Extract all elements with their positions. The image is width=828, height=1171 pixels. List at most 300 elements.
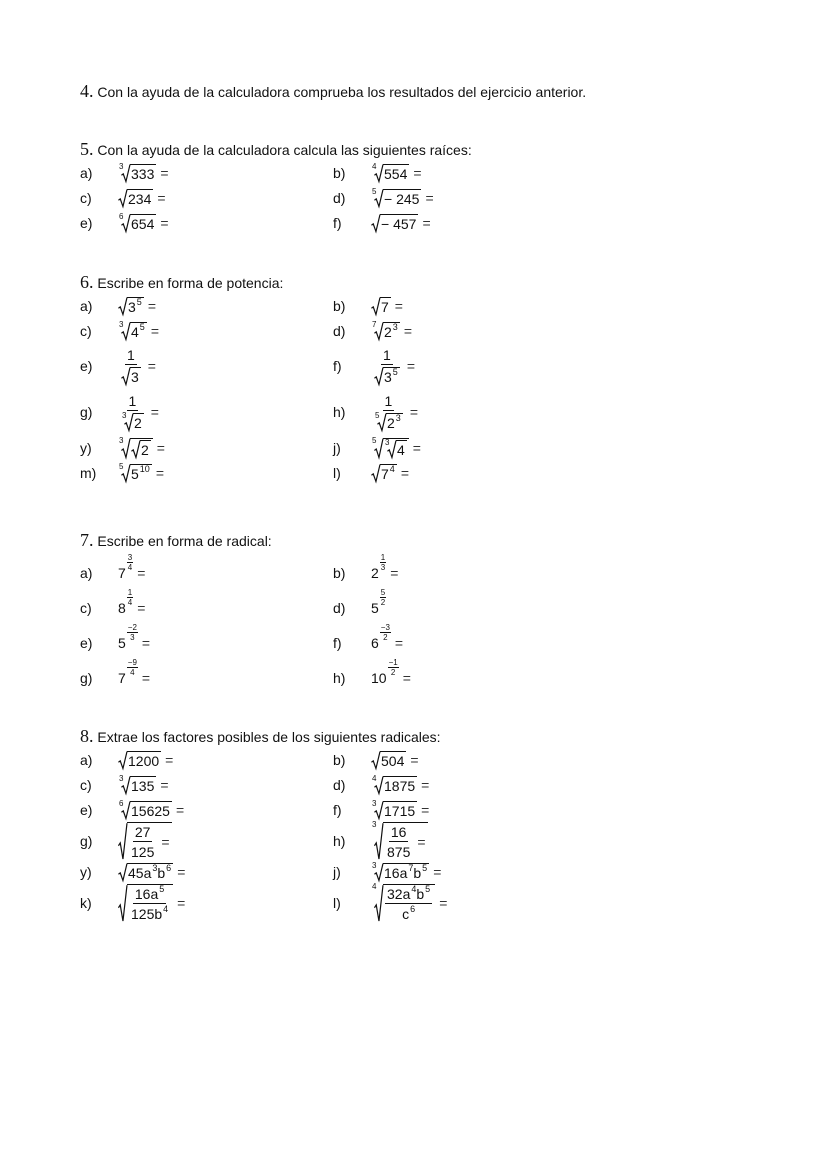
- radical-sign-icon: [372, 435, 383, 458]
- exercise-item: [333, 773, 586, 794]
- power: [371, 588, 386, 616]
- math-expression: [371, 819, 428, 860]
- math-expression: [118, 319, 159, 340]
- radical-sign-icon: [374, 367, 383, 385]
- power-base: 2: [371, 564, 379, 581]
- denominator: [372, 365, 402, 385]
- math-text: 1875: [384, 777, 416, 794]
- math-text: 654: [131, 215, 155, 232]
- radical-sign-icon: [118, 822, 127, 860]
- exercise-heading: [80, 80, 780, 102]
- math-text: b: [416, 885, 425, 902]
- radical: [377, 413, 403, 431]
- radical: [372, 798, 417, 819]
- exercise-title: Escribe en forma de potencia:: [93, 275, 284, 291]
- radical-sign-icon: [119, 319, 130, 340]
- radical-sign-icon: [371, 297, 380, 315]
- radical-sign-icon: [372, 186, 383, 207]
- radical-index: 3: [372, 860, 377, 870]
- radical: [119, 435, 153, 458]
- equals-sign: =: [412, 439, 421, 456]
- math-expression: [118, 798, 185, 819]
- radical-index: 3: [372, 819, 377, 829]
- exercise-item: [80, 189, 333, 207]
- math-text: 125: [131, 843, 155, 860]
- exercise-item: [333, 860, 586, 881]
- radicand: [130, 801, 172, 819]
- equals-sign: =: [413, 164, 422, 181]
- exercise-item: [80, 822, 333, 860]
- exponent-denominator: 2: [390, 667, 396, 677]
- math-expression: [118, 622, 151, 657]
- math-expression: [118, 822, 172, 860]
- radicand: [383, 822, 428, 860]
- exercise-8: [80, 725, 780, 921]
- exercise-item: [80, 751, 333, 769]
- item-label: k): [80, 894, 92, 911]
- item-label: g): [80, 404, 93, 420]
- math-expression: [118, 435, 165, 458]
- math-text: c: [402, 905, 410, 922]
- exponent: 5: [159, 883, 165, 894]
- exercise-item: [333, 297, 586, 315]
- power: [371, 553, 386, 581]
- exercise-item: [80, 798, 333, 819]
- radicand: [380, 464, 397, 482]
- math-text: 16a: [134, 885, 159, 902]
- item-label: m): [80, 464, 97, 481]
- math-expression: [118, 863, 185, 881]
- radical-sign-icon: [372, 798, 383, 819]
- radicand: [383, 367, 400, 385]
- equals-sign: =: [177, 863, 186, 880]
- item-label: f): [333, 634, 342, 651]
- radical: [119, 161, 156, 182]
- fraction: [129, 883, 170, 922]
- fraction: [129, 824, 156, 860]
- radical-index: 3: [119, 773, 124, 783]
- exponent: 4: [389, 463, 395, 474]
- math-text: b: [157, 864, 166, 881]
- equals-sign: =: [137, 599, 146, 616]
- equals-sign: =: [402, 669, 411, 686]
- equals-sign: =: [439, 894, 448, 911]
- math-text: 1: [384, 393, 393, 409]
- exponent-numerator: −9: [127, 657, 137, 667]
- equals-sign: =: [150, 322, 159, 339]
- denominator: [385, 842, 412, 860]
- math-expression: [118, 657, 151, 692]
- exponent-denominator: 4: [130, 667, 135, 677]
- radicand: [127, 751, 161, 769]
- radical-index: 3: [122, 411, 127, 420]
- radical-sign-icon: [371, 214, 380, 232]
- math-expression: [371, 798, 430, 819]
- math-text: 16a: [384, 864, 408, 881]
- exponent-numerator: −2: [127, 622, 137, 632]
- power: [118, 588, 133, 616]
- math-text: 1715: [384, 802, 416, 819]
- radicand: [127, 297, 144, 315]
- radical-sign-icon: [371, 464, 380, 482]
- exponent: 4: [163, 903, 169, 914]
- item-label: y): [80, 863, 92, 880]
- numerator: [381, 347, 393, 365]
- equals-sign: =: [425, 189, 434, 206]
- math-text: 2: [387, 415, 395, 431]
- power: [371, 623, 391, 651]
- exponent-numerator: 1: [380, 552, 386, 562]
- exercise-item: [333, 751, 586, 769]
- item-row: [80, 819, 780, 860]
- math-text: 2: [141, 441, 149, 458]
- radicand: [127, 884, 173, 922]
- fractional-exponent: [127, 553, 133, 572]
- exercise-item: [80, 773, 333, 794]
- exercise-heading: [80, 529, 780, 551]
- item-row: [80, 185, 780, 210]
- item-label: l): [333, 464, 341, 481]
- equals-sign: =: [147, 358, 156, 374]
- fraction: [372, 347, 402, 385]
- radical-index: 3: [372, 798, 377, 808]
- item-row: [80, 318, 780, 343]
- equals-sign: =: [157, 189, 166, 206]
- fraction: [372, 393, 405, 431]
- item-row: [80, 460, 780, 485]
- radical-index: 7: [372, 319, 377, 329]
- radicand: [133, 413, 144, 431]
- exercise-item: [80, 435, 333, 458]
- exponent-numerator: 5: [380, 587, 386, 597]
- exercise-item: [80, 347, 333, 385]
- radical: [385, 437, 407, 458]
- math-text: 16: [390, 823, 407, 840]
- item-label: h): [333, 832, 346, 849]
- radical: [118, 751, 161, 769]
- radical: [372, 881, 435, 922]
- math-expression: [118, 552, 146, 587]
- exercise-item: [80, 884, 333, 922]
- item-label: e): [80, 214, 93, 231]
- equals-sign: =: [433, 863, 442, 880]
- radical-sign-icon: [372, 161, 383, 182]
- exponent-numerator: 3: [127, 552, 133, 562]
- numerator: [127, 393, 139, 411]
- math-expression: [371, 186, 434, 207]
- math-text: 1: [128, 393, 137, 409]
- math-expression: [371, 552, 399, 587]
- radical-index: 4: [372, 773, 377, 783]
- fractional-exponent: [380, 623, 391, 642]
- exercise-heading: [80, 138, 780, 160]
- math-expression: [371, 347, 415, 385]
- item-label: g): [80, 832, 93, 849]
- exercise-heading: [80, 271, 780, 293]
- math-expression: [371, 881, 448, 922]
- radical: [371, 464, 397, 482]
- exponent-denominator: 3: [380, 562, 386, 572]
- radical-sign-icon: [118, 189, 127, 207]
- equals-sign: =: [421, 776, 430, 793]
- exercise-title: Con la ayuda de la calculadora comprueba los resultados del ejercicio anterior.: [93, 84, 587, 100]
- math-text: 4: [131, 323, 139, 340]
- power-wrap: [118, 623, 138, 651]
- math-text: 27: [134, 823, 151, 840]
- item-label: a): [80, 164, 93, 181]
- radical: [372, 773, 417, 794]
- math-expression: [118, 297, 156, 315]
- equals-sign: =: [410, 751, 419, 768]
- power-base: 6: [371, 634, 379, 651]
- equals-sign: =: [422, 214, 431, 231]
- exercise-item: [333, 435, 586, 458]
- equals-sign: =: [417, 833, 426, 850]
- math-text: − 457: [381, 215, 417, 232]
- radical-sign-icon: [372, 319, 383, 340]
- item-label: f): [333, 801, 342, 818]
- exponent: 5: [422, 862, 428, 873]
- denominator: [129, 842, 156, 860]
- exercise-item: [80, 297, 333, 315]
- radical-index: 3: [385, 437, 390, 447]
- power-wrap: [371, 553, 386, 581]
- math-text: 504: [381, 752, 405, 769]
- radical: [118, 884, 173, 922]
- radical-sign-icon: [372, 819, 383, 860]
- exercise-item: [80, 657, 333, 692]
- fractional-exponent: [380, 553, 386, 572]
- equals-sign: =: [409, 404, 418, 420]
- item-label: f): [333, 214, 342, 231]
- exponent: 3: [392, 321, 398, 332]
- numerator: [389, 824, 409, 842]
- math-text: 3: [384, 369, 392, 385]
- math-expression: [371, 435, 421, 458]
- radical: [118, 822, 172, 860]
- math-expression: [371, 297, 403, 315]
- equals-sign: =: [421, 801, 430, 818]
- exercise-item: [80, 622, 333, 657]
- exponent-denominator: 2: [380, 597, 386, 607]
- exercise-item: [333, 161, 586, 182]
- item-row: [80, 552, 780, 590]
- math-expression: [371, 587, 386, 622]
- exponent: 5: [425, 883, 431, 894]
- exercise-item: [333, 347, 586, 385]
- numerator: [133, 883, 166, 904]
- radicand: [127, 822, 172, 860]
- radical-sign-icon: [119, 435, 130, 458]
- item-row: [80, 772, 780, 797]
- exponent: 6: [166, 862, 172, 873]
- radical-sign-icon: [119, 461, 130, 482]
- exercise-item: [333, 587, 586, 622]
- fraction: [119, 393, 146, 431]
- power-wrap: [118, 553, 133, 581]
- equals-sign: =: [400, 464, 409, 481]
- radicand: [130, 367, 141, 385]
- exponent: 6: [410, 903, 416, 914]
- radical-index: 3: [119, 161, 124, 171]
- math-text: 3: [131, 369, 139, 385]
- exponent-numerator: −1: [388, 657, 398, 667]
- item-label: c): [80, 189, 92, 206]
- item-label: d): [333, 189, 346, 206]
- radicand: [380, 751, 406, 769]
- radical-sign-icon: [131, 440, 140, 458]
- exercise-item: [80, 587, 333, 622]
- item-row: [80, 435, 780, 460]
- item-label: c): [80, 776, 92, 793]
- radical-sign-icon: [385, 437, 396, 458]
- item-row: [80, 881, 780, 922]
- radicand: [383, 884, 435, 922]
- item-label: e): [80, 634, 93, 651]
- exponent: 5: [139, 321, 145, 332]
- equals-sign: =: [175, 801, 185, 818]
- math-expression: [371, 622, 404, 657]
- radical: [372, 161, 409, 182]
- radicand: [386, 413, 403, 431]
- radical: [119, 798, 172, 819]
- math-expression: [118, 461, 164, 482]
- exercise-item: [80, 461, 333, 482]
- math-expression: [371, 393, 418, 431]
- power-wrap: [118, 658, 138, 686]
- exponent-numerator: 1: [127, 587, 133, 597]
- power: [118, 623, 138, 651]
- exercise-number: 6.: [80, 272, 94, 292]
- radicand: [383, 776, 417, 794]
- power-base: 5: [371, 599, 379, 616]
- radicand: [383, 438, 409, 458]
- radicand: [383, 164, 409, 182]
- denominator: [372, 411, 405, 431]
- item-label: b): [333, 564, 346, 581]
- equals-sign: =: [156, 439, 165, 456]
- radical: [372, 435, 409, 458]
- item-label: j): [333, 863, 341, 880]
- exercise-item: [333, 657, 586, 692]
- radical-sign-icon: [119, 773, 130, 794]
- radicand: [383, 189, 421, 207]
- item-label: e): [80, 801, 93, 818]
- fractional-exponent: [127, 588, 133, 607]
- radical: [374, 367, 400, 385]
- fractional-exponent: [388, 658, 399, 677]
- math-text: 1200: [128, 752, 160, 769]
- math-expression: [371, 860, 442, 881]
- radical: [371, 297, 391, 315]
- fraction: [385, 883, 432, 922]
- equals-sign: =: [394, 634, 404, 651]
- radical-sign-icon: [371, 751, 380, 769]
- item-label: a): [80, 564, 93, 581]
- math-text: 45a: [128, 864, 152, 881]
- item-label: d): [333, 322, 346, 339]
- item-row: [80, 343, 780, 389]
- exercise-number: 5.: [80, 139, 94, 159]
- radical: [119, 319, 147, 340]
- exercise-heading: [80, 725, 780, 747]
- radicand: [130, 164, 156, 182]
- radicand: [383, 863, 429, 881]
- item-label: e): [80, 358, 93, 374]
- exercise-item: [80, 863, 333, 881]
- exponent-denominator: 4: [127, 597, 133, 607]
- exercise-item: [333, 214, 586, 232]
- item-row: [80, 587, 780, 625]
- fractional-exponent: [380, 588, 386, 607]
- radical-sign-icon: [119, 161, 130, 182]
- radical: [131, 440, 151, 458]
- denominator: [129, 904, 170, 922]
- power-wrap: [371, 623, 391, 651]
- item-label: d): [333, 599, 346, 616]
- radical: [124, 413, 144, 431]
- math-text: b: [413, 864, 422, 881]
- math-text: 3: [128, 298, 136, 315]
- equals-sign: =: [160, 164, 169, 181]
- math-text: 7: [381, 298, 389, 315]
- math-expression: [371, 319, 412, 340]
- radicand: [130, 776, 156, 794]
- radical-index: 5: [375, 411, 380, 420]
- radical-index: 4: [372, 161, 377, 171]
- math-expression: [371, 751, 419, 769]
- math-expression: [118, 884, 185, 922]
- exponent: 4: [411, 883, 417, 894]
- equals-sign: =: [177, 894, 186, 911]
- math-text: 333: [131, 165, 155, 182]
- math-expression: [371, 161, 422, 182]
- math-expression: [371, 657, 411, 692]
- equals-sign: =: [137, 564, 146, 581]
- equals-sign: =: [141, 669, 151, 686]
- exponent-numerator: −3: [380, 622, 390, 632]
- exercise-title: Escribe en forma de radical:: [93, 533, 272, 549]
- radical: [121, 367, 141, 385]
- item-row: [80, 160, 780, 185]
- equals-sign: =: [155, 464, 164, 481]
- math-expression: [371, 773, 430, 794]
- math-expression: [371, 464, 409, 482]
- exponent: 3: [395, 413, 401, 423]
- numerator: [125, 347, 137, 365]
- math-text: 15625: [131, 802, 170, 819]
- radical: [119, 211, 156, 232]
- math-expression: [118, 347, 156, 385]
- exercise-item: [80, 319, 333, 340]
- exercise-7: [80, 529, 780, 695]
- exercise-number: 7.: [80, 530, 94, 550]
- item-label: b): [333, 164, 346, 181]
- numerator: [133, 824, 153, 842]
- radical-index: 3: [119, 435, 124, 445]
- numerator: [383, 393, 395, 411]
- equals-sign: =: [161, 833, 170, 850]
- radical-index: 5: [372, 435, 377, 445]
- math-expression: [371, 214, 431, 232]
- equals-sign: =: [394, 297, 403, 314]
- exponent: 3: [152, 862, 158, 873]
- power-wrap: [371, 588, 386, 616]
- radicand: [383, 801, 417, 819]
- math-expression: [118, 189, 166, 207]
- fractional-exponent: [127, 623, 138, 642]
- math-text: 135: [131, 777, 155, 794]
